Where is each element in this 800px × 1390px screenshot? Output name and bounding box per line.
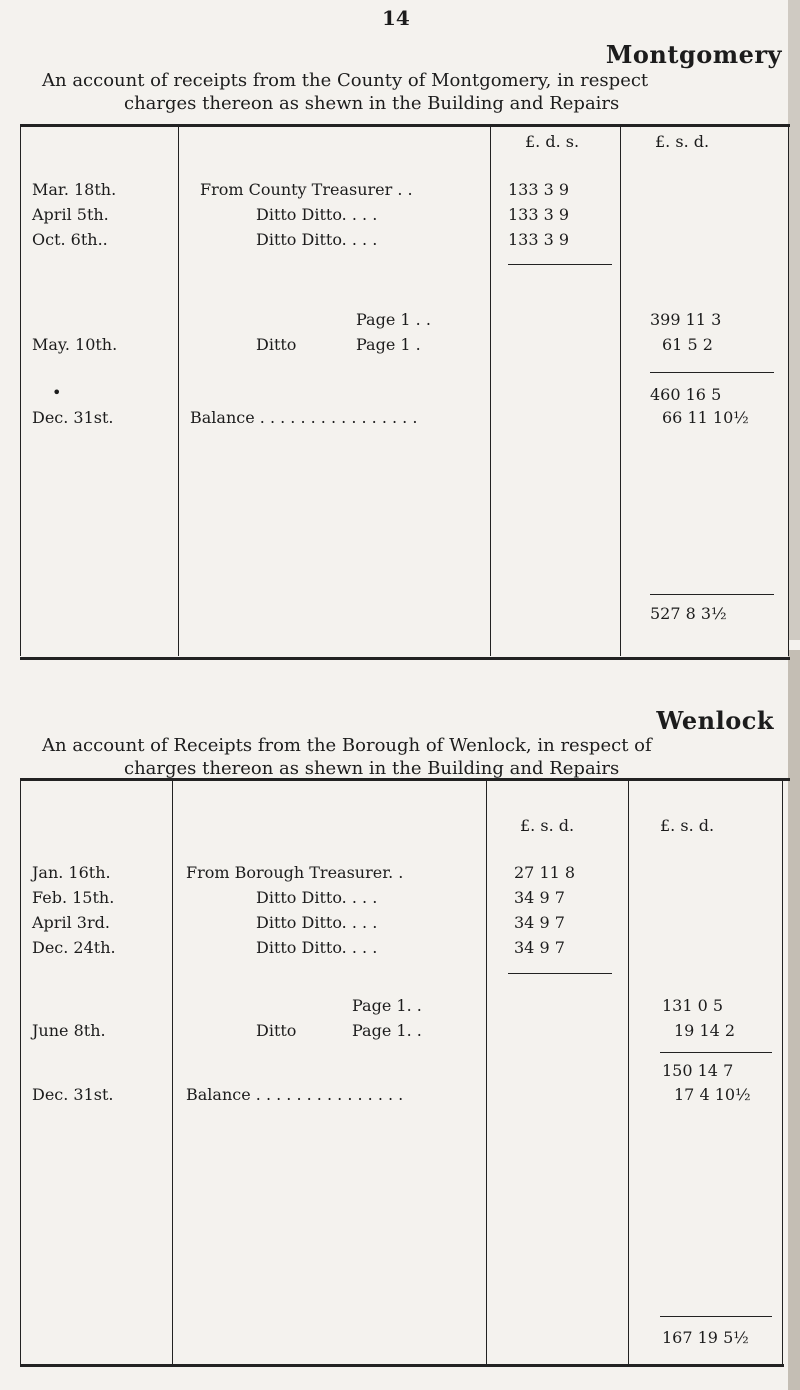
- wenlock-row-2-date: Feb. 15th.: [32, 888, 115, 907]
- montgomery-row-3-date: Oct. 6th..: [32, 230, 108, 249]
- montgomery-row-2-date: April 5th.: [32, 205, 109, 224]
- wenlock-row-4-source: Ditto Ditto. . . .: [256, 938, 378, 957]
- page-edge-upper: [788, 0, 800, 640]
- wenlock-row-3-date: April 3rd.: [32, 913, 110, 932]
- wenlock-heading: Wenlock: [656, 706, 774, 735]
- wenlock-row-2-amount: 34 9 7: [514, 888, 565, 907]
- montgomery-col-divider-2: [178, 126, 179, 656]
- wenlock-col-divider-4: [628, 780, 629, 1364]
- montgomery-total-rule: [650, 594, 774, 595]
- wenlock-page-total-1: 131 0 5: [662, 996, 724, 1015]
- montgomery-bullet: •: [52, 383, 62, 402]
- montgomery-intro-line2: charges thereon as shewn in the Building and Repairs: [124, 93, 620, 114]
- wenlock-col-divider-5: [782, 780, 783, 1364]
- montgomery-balance-label: Balance . . . . . . . . . . . . . . . .: [190, 408, 418, 427]
- montgomery-intro-line1: An account of receipts from the County of Montgomery, in respect: [42, 70, 649, 91]
- wenlock-page-ref-1: Page 1. .: [352, 996, 422, 1015]
- montgomery-col-divider-1: [20, 126, 21, 656]
- wenlock-row-4-date: Dec. 24th.: [32, 938, 116, 957]
- montgomery-receipts-sum-rule: [508, 264, 612, 265]
- montgomery-row-2-source: Ditto Ditto. . . .: [256, 205, 378, 224]
- montgomery-row-2-amount: 133 3 9: [508, 205, 570, 224]
- wenlock-row-3-amount: 34 9 7: [514, 913, 565, 932]
- montgomery-may-date: May. 10th.: [32, 335, 118, 354]
- wenlock-total: 167 19 5½: [662, 1328, 749, 1347]
- wenlock-table-bottom-rule: [20, 1364, 784, 1367]
- montgomery-table-top-rule: [20, 124, 790, 127]
- montgomery-balance-date: Dec. 31st.: [32, 408, 114, 427]
- wenlock-table-top-rule: [20, 778, 790, 781]
- montgomery-may-source: Ditto: [256, 335, 297, 354]
- wenlock-row-1-amount: 27 11 8: [514, 863, 576, 882]
- wenlock-page-ref-2: Page 1. .: [352, 1021, 422, 1040]
- montgomery-row-3-amount: 133 3 9: [508, 230, 570, 249]
- montgomery-may-amount: 61 5 2: [662, 335, 713, 354]
- montgomery-col-divider-3: [490, 126, 491, 656]
- wenlock-col-divider-1: [20, 780, 21, 1364]
- wenlock-balance-amount: 17 4 10½: [674, 1085, 751, 1104]
- wenlock-balance-label: Balance . . . . . . . . . . . . . . .: [186, 1085, 404, 1104]
- montgomery-col-header-receipts: £. d. s.: [525, 132, 580, 151]
- wenlock-june-amount: 19 14 2: [674, 1021, 736, 1040]
- montgomery-page-ref-2: Page 1 .: [356, 335, 421, 354]
- montgomery-row-1-date: Mar. 18th.: [32, 180, 117, 199]
- montgomery-balance-amount: 66 11 10½: [662, 408, 749, 427]
- wenlock-total-rule: [660, 1316, 772, 1317]
- montgomery-table-bottom-rule: [20, 657, 790, 660]
- wenlock-june-date: June 8th.: [32, 1021, 106, 1040]
- wenlock-balance-date: Dec. 31st.: [32, 1085, 114, 1104]
- wenlock-row-4-amount: 34 9 7: [514, 938, 565, 957]
- wenlock-intro-line1: An account of Receipts from the Borough of Wenlock, in respect of: [42, 735, 652, 756]
- wenlock-col-header-receipts: £. s. d.: [520, 816, 575, 835]
- wenlock-row-3-source: Ditto Ditto. . . .: [256, 913, 378, 932]
- montgomery-total: 527 8 3½: [650, 604, 727, 623]
- wenlock-col-divider-3: [486, 780, 487, 1364]
- montgomery-row-1-source: From County Treasurer . .: [200, 180, 413, 199]
- montgomery-col-divider-5: [788, 126, 789, 656]
- montgomery-row-3-source: Ditto Ditto. . . .: [256, 230, 378, 249]
- wenlock-row-2-source: Ditto Ditto. . . .: [256, 888, 378, 907]
- wenlock-col-divider-2: [172, 780, 173, 1364]
- page-edge-lower: [788, 650, 800, 1390]
- wenlock-subtotal-rule: [660, 1052, 772, 1053]
- wenlock-subtotal: 150 14 7: [662, 1061, 734, 1080]
- wenlock-col-header-totals: £. s. d.: [660, 816, 715, 835]
- montgomery-page-total-1: 399 11 3: [650, 310, 722, 329]
- montgomery-col-divider-4: [620, 126, 621, 656]
- wenlock-row-1-date: Jan. 16th.: [32, 863, 111, 882]
- page-number: 14: [382, 6, 410, 30]
- wenlock-row-1-source: From Borough Treasurer. .: [186, 863, 404, 882]
- montgomery-subtotal: 460 16 5: [650, 385, 722, 404]
- montgomery-subtotal-rule: [650, 372, 774, 373]
- montgomery-page-ref-1: Page 1 . .: [356, 310, 431, 329]
- montgomery-row-1-amount: 133 3 9: [508, 180, 570, 199]
- wenlock-intro-line2: charges thereon as shewn in the Building and Repairs: [124, 758, 620, 779]
- wenlock-receipts-sum-rule: [508, 973, 612, 974]
- montgomery-col-header-totals: £. s. d.: [655, 132, 710, 151]
- montgomery-heading: Montgomery: [605, 40, 782, 69]
- wenlock-june-source: Ditto: [256, 1021, 297, 1040]
